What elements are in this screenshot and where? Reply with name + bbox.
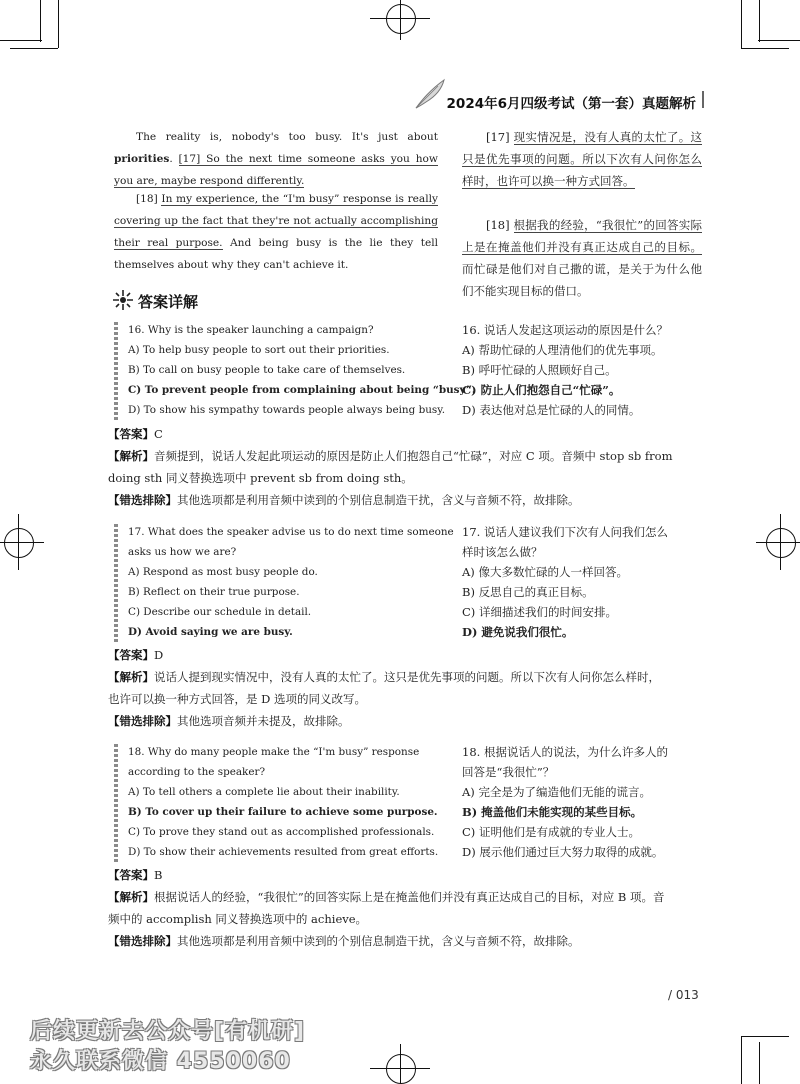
crop-mark: [741, 0, 742, 48]
question-17-option-b-en: B) Reflect on their true purpose.: [128, 586, 300, 598]
crop-mark: [40, 0, 41, 42]
passage-en-paragraph-2: [18] In my experience, the “I'm busy” response is really covering up the fact that they're not actually accomplishing their real purpose. And being busy is the lie they tell themselves about why they can't achieve it.: [114, 193, 438, 271]
question-18-option-d-en: D) To show their achievements resulted from great efforts.: [128, 846, 439, 858]
question-16-stem-en: 16. Why is the speaker launching a campaign?: [128, 324, 374, 336]
watermark-line-2: 永久联系微信 4550060: [30, 1049, 291, 1074]
registration-mark: [766, 528, 796, 558]
crop-mark: [18, 514, 19, 570]
crop-mark: [741, 1036, 789, 1037]
question-16-stem-zh: 16. 说话人发起这项运动的原因是什么？: [462, 323, 668, 337]
question-16-option-d-zh: D) 表达他对总是忙碌的人的同情。: [462, 403, 641, 417]
question-16-option-b-zh: B) 呼吁忙碌的人照顾好自己。: [462, 363, 617, 377]
registration-mark: [386, 1054, 416, 1084]
passage-zh-paragraph-1: [17] 现实情况是，没有人真的太忙了。这只是优先事项的问题。所以下次有人问你怎么样时，也许可以换一种方式回答。: [462, 130, 702, 188]
crop-mark: [759, 1042, 760, 1084]
question-18-stem-en: 18. Why do many people make the “I'm busy” response: [128, 746, 420, 758]
question-17-stem-en-cont: asks us how we are?: [128, 546, 237, 558]
question-18-option-c-en: C) To prove they stand out as accomplished professionals.: [128, 826, 435, 838]
question-18-option-d-zh: D) 展示他们通过巨大努力取得的成就。: [462, 845, 664, 859]
question-17-analysis-cont: 也许可以换一种方式回答，是 D 选项的同义改写。: [108, 692, 367, 706]
question-17-option-c-zh: C) 详细描述我们的时间安排。: [462, 605, 617, 619]
crop-mark: [780, 514, 781, 570]
question-16-option-b-en: B) To call on busy people to take care of themselves.: [128, 364, 406, 376]
question-side-bar: [114, 524, 118, 642]
question-18-exclusion: 【错选排除】其他选项都是利用音频中读到的个别信息制造干扰，含义与音频不符，故排除。: [108, 934, 580, 948]
page-header-title: 2024年6月四级考试（第一套）真题解析: [446, 96, 696, 112]
question-block-17: [114, 522, 702, 644]
question-17-exclusion: 【错选排除】其他选项音频并未提及，故排除。: [108, 714, 350, 728]
question-18-stem-en-cont: according to the speaker?: [128, 766, 266, 778]
passage-zh-paragraph-2: [18] 根据我的经验，“我很忙”的回答实际上是在掩盖他们并没有真正达成自己的目标。而忙碌是他们对自己撒的谎，是关于为什么他们不能实现目标的借口。: [462, 218, 702, 298]
question-16-analysis-cont: doing sth 同义替换选项中 prevent sb from doing sth。: [108, 471, 413, 485]
feather-pen-icon: [412, 78, 448, 110]
crop-mark: [370, 18, 430, 19]
question-17-stem-zh: 17. 说话人建议我们下次有人问我们怎么: [462, 525, 668, 539]
crop-mark: [0, 40, 42, 41]
watermark-line-1: 后续更新去公众号[有机研]: [30, 1019, 306, 1044]
question-18-option-b-zh: B) 掩盖他们未能实现的某些目标。: [462, 805, 643, 819]
crop-mark: [370, 1068, 430, 1069]
question-17-option-d-zh: D) 避免说我们很忙。: [462, 625, 574, 639]
crop-mark: [756, 542, 800, 543]
question-17-option-d-en: D) Avoid saying we are busy.: [128, 626, 293, 638]
question-side-bar: [114, 744, 118, 862]
crop-mark: [0, 542, 44, 543]
crop-mark: [741, 1036, 742, 1084]
passage-en-17: [17] So the next time someone asks you how you are, maybe respond differently.: [114, 153, 438, 187]
question-16-analysis: 【解析】音频提到，说话人发起此项运动的原因是防止人们抱怨自己“忙碌”，对应 C 项。音频中 stop sb from: [108, 449, 673, 463]
registration-mark: [386, 4, 416, 34]
crop-mark: [10, 48, 58, 49]
question-17-analysis: 【解析】说话人提到现实情况中，没有人真的太忙了。这只是优先事项的问题。所以下次有人问你怎么样时，: [108, 670, 660, 684]
question-18-option-c-zh: C) 证明他们是有成就的专业人士。: [462, 825, 640, 839]
question-16-option-c-zh: C) 防止人们抱怨自己“忙碌”。: [462, 383, 621, 397]
question-18-answer: 【答案】B: [108, 868, 163, 882]
question-17-option-b-zh: B) 反思自己的真正目标。: [462, 585, 594, 599]
question-18-analysis-cont: 频中的 accomplish 同义替换选项中的 achieve。: [108, 912, 368, 926]
question-18-analysis: 【解析】根据说话人的经验，“我很忙”的回答实际上是在掩盖他们并没有真正达成自己的目标，对应 B 项。音: [108, 890, 665, 904]
question-16-option-a-en: A) To help busy people to sort out their priorities.: [128, 344, 390, 356]
question-16-option-a-zh: A) 帮助忙碌的人理清他们的优先事项。: [462, 343, 663, 357]
crop-mark: [758, 40, 800, 41]
question-16-option-d-en: D) To show his sympathy towards people always being busy.: [128, 404, 446, 416]
question-18-option-a-en: A) To tell others a complete lie about their inability.: [128, 786, 400, 798]
question-side-bar: [114, 322, 118, 420]
sparkle-icon: [113, 290, 133, 310]
question-16-option-c-en: C) To prevent people from complaining about being “busy”.: [128, 384, 476, 396]
crop-mark: [759, 0, 760, 42]
crop-mark: [58, 0, 59, 48]
question-18-stem-zh-cont: 回答是“我很忙”？: [462, 765, 555, 779]
question-17-option-a-en: A) Respond as most busy people do.: [128, 566, 318, 578]
crop-mark: [741, 48, 789, 49]
page-number: / 013: [668, 988, 699, 1002]
question-block-16: [114, 320, 702, 422]
section-title: 答案详解: [138, 293, 199, 311]
question-18-option-b-en: B) To cover up their failure to achieve some purpose.: [128, 806, 438, 818]
question-17-answer: 【答案】D: [108, 648, 164, 662]
registration-mark: [4, 528, 34, 558]
header-divider: [702, 91, 704, 108]
question-17-option-c-en: C) Describe our schedule in detail.: [128, 606, 312, 618]
question-17-stem-en: 17. What does the speaker advise us to do next time someone: [128, 526, 454, 538]
crop-mark: [400, 0, 401, 40]
passage-en-paragraph-1: The reality is, nobody's too busy. It's just about priorities. [17] So the next time someone asks you how you are, maybe respond differently.: [114, 131, 438, 187]
question-16-exclusion: 【错选排除】其他选项都是利用音频中读到的个别信息制造干扰，含义与音频不符，故排除。: [108, 493, 580, 507]
question-block-18: [114, 742, 702, 864]
question-17-option-a-zh: A) 像大多数忙碌的人一样回答。: [462, 565, 628, 579]
question-17-stem-zh-cont: 样时该怎么做？: [462, 545, 543, 559]
question-16-answer: 【答案】C: [108, 427, 163, 441]
question-18-stem-zh: 18. 根据说话人的说法，为什么许多人的: [462, 745, 668, 759]
crop-mark: [400, 1044, 401, 1084]
question-18-option-a-zh: A) 完全是为了编造他们无能的谎言。: [462, 785, 651, 799]
